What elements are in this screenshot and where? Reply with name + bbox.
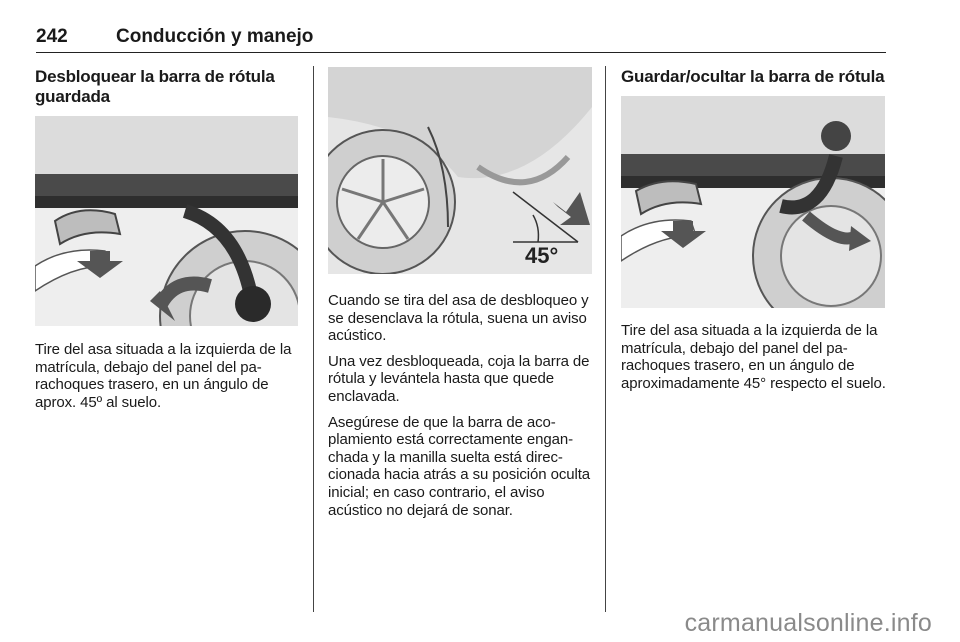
heading-stow: Guardar/ocultar la barra de rótula (621, 67, 885, 86)
paragraph-alarm: Cuando se tira del asa de desbloqueo y se desenclava la rótula, suena un aviso acústico. (328, 292, 589, 345)
column-stow (621, 67, 891, 87)
angle-label: 45° (525, 243, 559, 268)
figure-stow-illustration (621, 96, 885, 308)
figure-45-degree-illustration (328, 67, 592, 274)
paragraph-lift: Una vez desbloqueada, coja la barra de rótula y levántela hasta que quede enclavada. (328, 352, 590, 405)
column-unlock (35, 67, 300, 107)
paragraph-check: Asegúrese de que la barra de acoplamiento está correctamente enganchada y la manilla suelta está direccionada hacia atrás a su posición oculta inicial; en caso contrario, el aviso acústico no dejará de sonar. (328, 413, 591, 519)
column-divider-left (313, 66, 314, 612)
section-title: Conducción y manejo (116, 26, 314, 47)
figure-unlock-illustration (35, 116, 298, 326)
column-stow-text (621, 322, 891, 400)
column-center-text (328, 292, 594, 527)
paragraph-unlock: Tire del asa situada a la izquierda de la matrícula, debajo del panel del parachoques trasero, en un ángulo de aprox. 45º al suelo. (35, 341, 292, 411)
page-number: 242 (36, 26, 68, 47)
heading-unlock: Desbloquear la barra de rótula guardada (35, 67, 275, 106)
page-header (36, 22, 886, 53)
watermark-text: carmanualsonline.info (684, 609, 932, 637)
column-unlock-text (35, 341, 300, 419)
paragraph-stow: Tire del asa situada a la izquierda de la matrícula, debajo del panel del parachoques trasero, en un ángulo de aproximadamente 45° respecto el suelo. (621, 322, 886, 392)
column-divider-right (605, 66, 606, 612)
